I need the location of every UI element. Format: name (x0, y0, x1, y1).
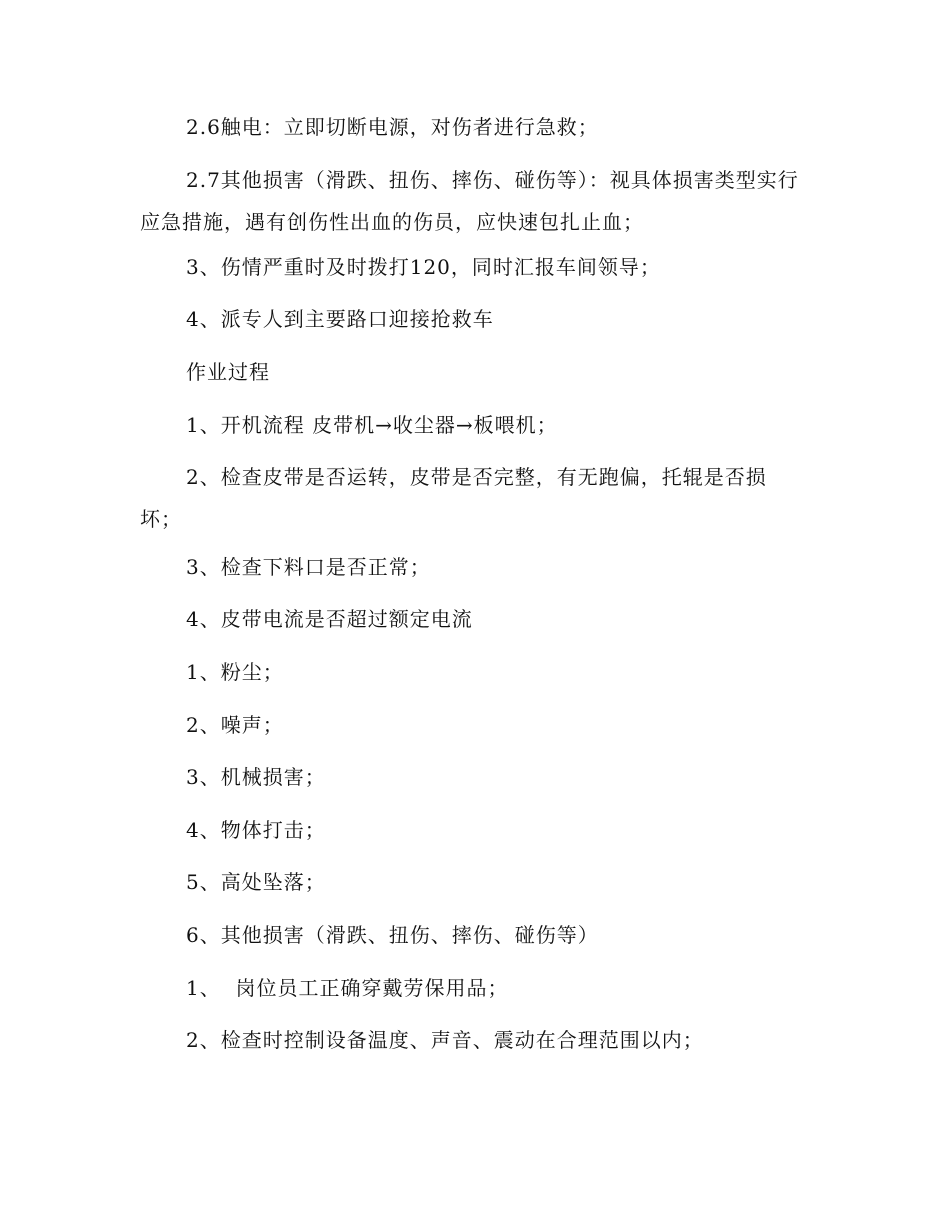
list-item-mechanical-injury: 3、机械损害； (186, 765, 326, 789)
paragraph-ambulance: 4、派专人到主要路口迎接抢救车 (186, 307, 494, 331)
list-item-fall-from-height: 5、高处坠落； (186, 870, 326, 894)
paragraph-check-outlet: 3、检查下料口是否正常； (186, 555, 431, 579)
paragraph-startup-flow: 1、开机流程 皮带机→收尘器→板喂机； (186, 413, 558, 437)
list-item-noise: 2、噪声； (186, 713, 284, 737)
paragraph-check-belt: 2、检查皮带是否运转，皮带是否完整，有无跑偏，托辊是否损坏； (140, 465, 767, 531)
list-item-other-injuries: 6、其他损害（滑跌、扭伤、摔伤、碰伤等） (186, 923, 599, 947)
section-heading-work-process: 作业过程 (186, 360, 270, 384)
list-item-control-equipment: 2、检查时控制设备温度、声音、震动在合理范围以内； (186, 1028, 704, 1052)
paragraph-call-120: 3、伤情严重时及时拨打120，同时汇报车间领导； (186, 255, 661, 279)
paragraph-electric-shock: 2.6触电：立即切断电源，对伤者进行急救； (186, 115, 599, 139)
list-item-dust: 1、粉尘； (186, 660, 284, 684)
paragraph-other-injuries: 2.7其他损害（滑跌、扭伤、摔伤、碰伤等）：视具体损害类型实行应急措施，遇有创伤性出血的伤员，应快速包扎止血； (140, 168, 799, 234)
list-item-ppe: 1、 岗位员工正确穿戴劳保用品； (186, 976, 509, 1000)
paragraph-belt-current: 4、皮带电流是否超过额定电流 (186, 607, 473, 631)
list-item-object-strike: 4、物体打击； (186, 818, 326, 842)
